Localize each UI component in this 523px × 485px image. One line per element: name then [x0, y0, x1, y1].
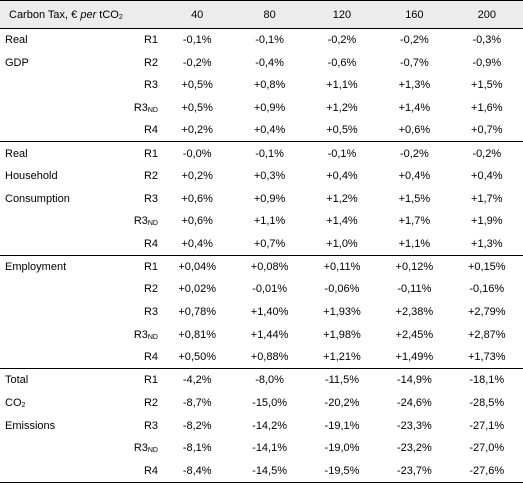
table-group [0, 142, 523, 255]
scenario-label [92, 323, 161, 346]
table-row [0, 165, 523, 188]
table-row [0, 51, 523, 74]
value-cell: +1,2% [326, 101, 358, 114]
value-cell: -0,1% [255, 34, 284, 47]
scenario-label-text: R3 [143, 79, 158, 92]
value-cell: +0,4% [233, 119, 305, 142]
header-col-1: 40 [161, 1, 233, 29]
value-cell: -0,01% [252, 283, 288, 296]
value-cell: +1,93% [323, 306, 361, 319]
scenario-label [92, 233, 161, 256]
value-cell: +1,9% [471, 215, 503, 228]
value-cell: +0,4% [398, 169, 431, 182]
indicator-label [0, 142, 92, 165]
table-row [0, 97, 523, 120]
value-cell: -0,2% [182, 56, 212, 69]
indicator-label-text: Real [5, 147, 28, 160]
value-cell: +2,45% [395, 328, 434, 341]
indicator-label-text: Total [5, 374, 29, 387]
value-cell: +1,6% [471, 101, 503, 114]
scenario-label [92, 187, 161, 210]
value-cell: -23,7% [378, 460, 450, 483]
value-cell: +0,15% [467, 260, 506, 273]
scenario-label-text: R4 [143, 237, 158, 250]
indicator-label [0, 369, 92, 392]
scenario-label-text: R3 [143, 306, 158, 319]
table-row [0, 255, 523, 278]
value-cell: +1,3% [398, 79, 431, 92]
header-label-prefix: Carbon Tax, € [9, 8, 81, 21]
table-row [0, 119, 523, 142]
value-cell: -0,06% [324, 283, 360, 296]
indicator-label [0, 346, 92, 369]
value-cell: +1,3% [451, 233, 523, 256]
indicator-label [0, 301, 92, 324]
value-cell: +1,0% [306, 233, 378, 256]
table-header [0, 1, 523, 29]
value-cell: -19,5% [306, 460, 378, 483]
indicator-label [0, 119, 92, 142]
table-row [0, 278, 523, 301]
header-label-unit: tCO [96, 8, 119, 21]
header-label-unit-sub: 2 [118, 13, 123, 21]
value-cell: -0,1% [255, 147, 284, 160]
table-row [0, 392, 523, 415]
scenario-label-text: R1 [143, 147, 158, 160]
value-cell: +1,21% [306, 346, 378, 369]
value-cell: +1,5% [471, 79, 503, 92]
value-cell: -19,0% [324, 442, 360, 455]
table-group [0, 255, 523, 368]
value-cell: -0,6% [327, 56, 357, 69]
value-cell: +1,49% [378, 346, 450, 369]
value-cell: +1,73% [451, 346, 523, 369]
value-cell: +0,9% [253, 192, 286, 205]
value-cell: +2,79% [467, 306, 506, 319]
scenario-label-text: R3 [143, 192, 158, 205]
value-cell: -18,1% [469, 374, 505, 387]
value-cell: +0,6% [181, 192, 213, 205]
value-cell: +1,1% [378, 233, 450, 256]
value-cell: +0,02% [178, 283, 216, 296]
indicator-label [0, 392, 92, 415]
value-cell: +2,38% [395, 306, 434, 319]
indicator-label [0, 233, 92, 256]
scenario-label-text: R3 [133, 215, 148, 228]
value-cell: -0,7% [399, 56, 429, 69]
value-cell: +0,4% [161, 233, 233, 256]
indicator-label [0, 97, 92, 120]
scenario-label [92, 460, 161, 483]
table-row [0, 29, 523, 52]
value-cell: -8,7% [182, 396, 212, 409]
scenario-label [92, 301, 161, 324]
value-cell: +1,5% [398, 192, 431, 205]
indicator-label-subscript: 2 [21, 401, 26, 409]
value-cell: -15,0% [252, 396, 288, 409]
scenario-label [92, 210, 161, 233]
value-cell: -11,5% [324, 374, 359, 387]
value-cell: -23,2% [396, 442, 432, 455]
indicator-label-text: Emissions [5, 419, 56, 432]
table-row [0, 210, 523, 233]
scenario-label [92, 119, 161, 142]
value-cell: -0,2% [327, 34, 357, 47]
header-col-5: 200 [451, 1, 523, 29]
value-cell: -0,2% [399, 147, 429, 160]
value-cell: +0,5% [306, 119, 378, 142]
value-cell: +0,6% [378, 119, 450, 142]
scenario-label [92, 437, 161, 460]
value-cell: +1,44% [250, 328, 289, 341]
value-cell: +1,98% [323, 328, 361, 341]
value-cell: -0,1% [327, 147, 357, 160]
value-cell: -24,6% [396, 396, 432, 409]
scenario-label [92, 414, 161, 437]
scenario-label-text: R4 [143, 464, 158, 477]
value-cell: -8,0% [255, 374, 284, 387]
scenario-label-text: R2 [143, 169, 158, 182]
scenario-label-subscript: ND [147, 447, 158, 455]
scenario-label [92, 392, 161, 415]
value-cell: -0,0% [182, 147, 212, 160]
value-cell: +0,9% [253, 101, 286, 114]
table-row [0, 74, 523, 97]
indicator-label-text: GDP [5, 56, 29, 69]
scenario-label-subscript: ND [147, 220, 158, 228]
table-row [0, 187, 523, 210]
table-row [0, 460, 523, 483]
scenario-label-text: R4 [143, 351, 158, 364]
header-label [0, 1, 161, 29]
indicator-label-text: CO [5, 396, 22, 409]
value-cell: +2,87% [467, 328, 506, 341]
value-cell: -0,2% [399, 34, 429, 47]
value-cell: -0,11% [397, 283, 432, 296]
value-cell: +1,2% [326, 192, 358, 205]
table-row [0, 233, 523, 256]
value-cell: +0,7% [451, 119, 523, 142]
value-cell: +0,6% [181, 215, 213, 228]
scenario-label [92, 278, 161, 301]
scenario-label [92, 255, 161, 278]
header-row [0, 1, 523, 29]
table-group [0, 29, 523, 142]
indicator-label [0, 210, 92, 233]
scenario-label-text: R3 [133, 328, 148, 341]
indicator-label [0, 29, 92, 52]
value-cell: +0,50% [161, 346, 233, 369]
scenario-label-text: R3 [133, 442, 148, 455]
value-cell: +1,7% [398, 215, 431, 228]
scenario-label-text: R1 [143, 34, 158, 47]
scenario-label-text: R2 [143, 396, 158, 409]
value-cell: -8,1% [182, 442, 212, 455]
scenario-label [92, 142, 161, 165]
scenario-label-text: R2 [143, 283, 158, 296]
value-cell: +0,4% [326, 169, 358, 182]
indicator-label-text: Consumption [5, 192, 70, 205]
value-cell: -0,2% [472, 147, 502, 160]
table-row [0, 301, 523, 324]
value-cell: +1,4% [326, 215, 358, 228]
scenario-label [92, 97, 161, 120]
value-cell: +0,88% [233, 346, 305, 369]
table-row [0, 323, 523, 346]
table-row [0, 346, 523, 369]
scenario-label-text: R3 [133, 101, 148, 114]
indicator-label-text: Real [5, 34, 28, 47]
value-cell: +0,8% [253, 79, 286, 92]
value-cell: +0,4% [471, 169, 503, 182]
value-cell: -8,4% [161, 460, 233, 483]
value-cell: -27,0% [469, 442, 505, 455]
value-cell: +0,5% [181, 79, 213, 92]
table-row [0, 437, 523, 460]
value-cell: +1,1% [253, 215, 286, 228]
header-col-4: 160 [378, 1, 450, 29]
scenario-label [92, 51, 161, 74]
table-row [0, 414, 523, 437]
scenario-label-text: R1 [143, 260, 158, 273]
table-row [0, 142, 523, 165]
table-row [0, 369, 523, 392]
value-cell: +0,08% [250, 260, 289, 273]
scenario-label-text: R3 [143, 419, 158, 432]
value-cell: -27,1% [469, 419, 505, 432]
indicator-label [0, 187, 92, 210]
value-cell: +0,7% [233, 233, 305, 256]
value-cell: -8,2% [182, 419, 212, 432]
value-cell: -0,3% [472, 34, 502, 47]
indicator-label [0, 51, 92, 74]
indicator-label-text: Employment [5, 260, 67, 273]
scenario-label-text: R1 [143, 374, 158, 387]
scenario-label-subscript: ND [147, 333, 158, 341]
indicator-label [0, 74, 92, 97]
value-cell: -28,5% [469, 396, 505, 409]
scenario-label [92, 346, 161, 369]
value-cell: -0,1% [182, 34, 212, 47]
value-cell: +0,04% [178, 260, 216, 273]
value-cell: +0,2% [161, 119, 233, 142]
value-cell: +1,7% [471, 192, 503, 205]
indicator-label [0, 437, 92, 460]
table-group [0, 369, 523, 482]
indicator-label [0, 323, 92, 346]
header-col-3: 120 [306, 1, 378, 29]
value-cell: +0,11% [323, 260, 361, 273]
indicator-label [0, 278, 92, 301]
value-cell: -14,2% [252, 419, 288, 432]
value-cell: -23,3% [396, 419, 432, 432]
value-cell: +1,4% [398, 101, 431, 114]
value-cell: -14,9% [396, 374, 432, 387]
value-cell: +0,3% [253, 169, 286, 182]
value-cell: -14,1% [252, 442, 288, 455]
value-cell: -0,4% [255, 56, 284, 69]
indicator-label [0, 165, 92, 188]
scenario-label-subscript: ND [147, 106, 158, 114]
indicator-label [0, 255, 92, 278]
value-cell: -14,5% [233, 460, 305, 483]
indicator-label [0, 460, 92, 483]
header-col-2: 80 [233, 1, 305, 29]
value-cell: +0,81% [178, 328, 216, 341]
scenario-label [92, 74, 161, 97]
value-cell: +0,78% [178, 306, 216, 319]
value-cell: -20,2% [324, 396, 360, 409]
value-cell: +1,40% [250, 306, 289, 319]
indicator-label [0, 414, 92, 437]
value-cell: +0,12% [395, 260, 434, 273]
value-cell: -27,6% [451, 460, 523, 483]
indicator-label-text: Household [5, 169, 58, 182]
value-cell: +0,2% [181, 169, 213, 182]
scenario-label [92, 165, 161, 188]
value-cell: +0,5% [181, 101, 213, 114]
scenario-label [92, 369, 161, 392]
value-cell: -19,1% [324, 419, 360, 432]
scenario-label [92, 29, 161, 52]
value-cell: -0,16% [469, 283, 505, 296]
scenario-label-text: R2 [143, 56, 158, 69]
value-cell: +1,1% [326, 79, 358, 92]
value-cell: -0,9% [472, 56, 502, 69]
header-label-italic: per [80, 8, 97, 21]
scenario-label-text: R4 [143, 124, 158, 137]
value-cell: -4,2% [182, 374, 212, 387]
